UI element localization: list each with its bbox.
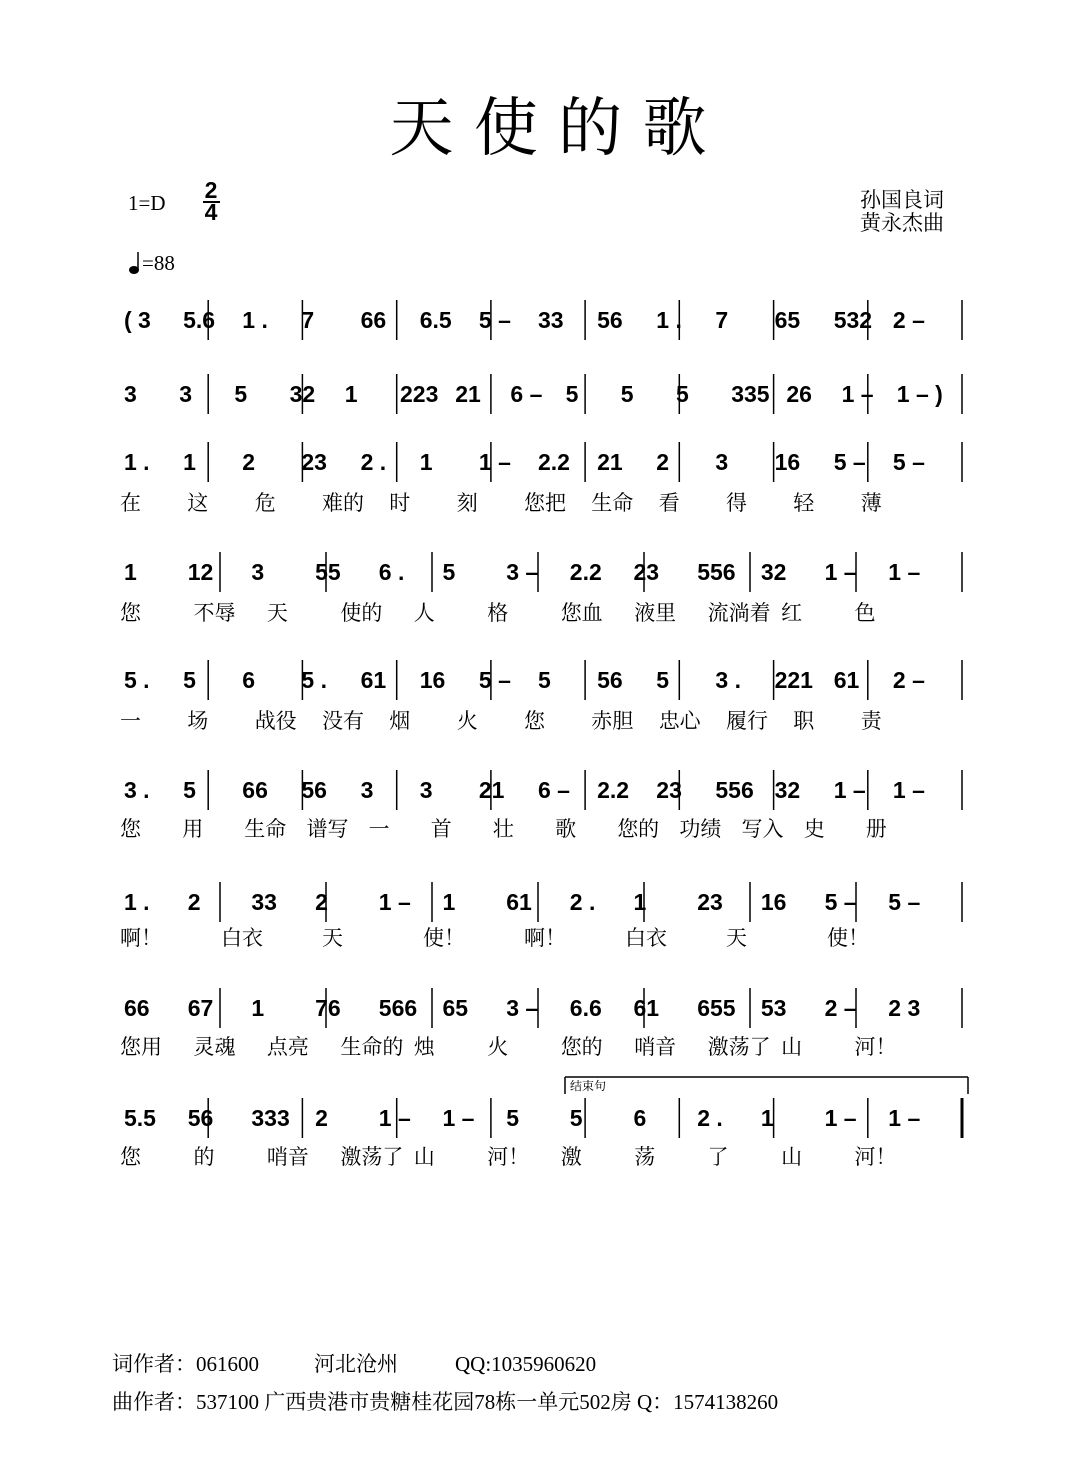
lyric-text: 啊！ — [524, 926, 566, 950]
lyric-text: 激荡了 — [340, 1145, 404, 1169]
lyric-text: 火 — [487, 1035, 509, 1059]
note-group: 1 – — [824, 1105, 857, 1131]
note-group: 3 — [124, 381, 137, 407]
note-group: 21 — [478, 777, 505, 803]
lyricist-qq: QQ:1035960620 — [455, 1352, 597, 1376]
lyric-text: 用 — [182, 817, 204, 841]
note-group: 5 – — [892, 449, 925, 475]
note-group: 5 — [234, 381, 248, 407]
note-group: 2.2 — [538, 449, 570, 475]
ending-label: 结束句 — [570, 1079, 607, 1093]
lyric-text: 使！ — [827, 926, 869, 950]
lyric-text: 白衣 — [625, 926, 667, 950]
note-group: 1 – — [478, 449, 511, 475]
note-group: 23 — [633, 559, 660, 585]
lyric-text: 您 — [120, 1145, 141, 1169]
note-group: 6 — [242, 667, 256, 693]
lyric-text: 忠心 — [658, 709, 701, 733]
note-group: 5 — [676, 381, 689, 407]
lyric-text: 山 — [781, 1145, 803, 1169]
lyric-text: 了 — [707, 1145, 729, 1169]
note-group: 23 — [301, 449, 327, 475]
note-group: 2 – — [892, 307, 925, 333]
note-group: 5 — [656, 667, 670, 693]
note-group: 26 — [786, 381, 812, 407]
note-group: 33 — [538, 307, 564, 333]
note-group: 2 – — [824, 995, 857, 1021]
note-group: 5 — [183, 777, 196, 803]
note-group: 532 — [833, 307, 873, 333]
song-title: 天 使 的 歌 — [389, 92, 707, 166]
note-group: 32 — [774, 777, 801, 803]
lyric-text: 哨音 — [266, 1145, 309, 1169]
note-group: 1 — [183, 449, 196, 475]
note-group: 5 . — [124, 667, 150, 693]
note-group: 1 . — [124, 889, 150, 915]
note-group: 5.6 — [183, 307, 216, 333]
lyric-text: 火 — [456, 709, 478, 733]
note-group: 5.5 — [124, 1105, 156, 1131]
score-row — [120, 882, 962, 950]
score-row — [120, 1098, 962, 1169]
note-group: 65 — [442, 995, 469, 1021]
lyric-text: 的 — [193, 1145, 215, 1169]
note-group: 1 — [633, 889, 647, 915]
lyric-text: 难的 — [322, 491, 364, 515]
lyric-text: 时 — [389, 491, 411, 515]
note-group: 5 — [620, 381, 634, 407]
note-group: 65 — [774, 307, 801, 333]
note-group: 5 . — [301, 667, 327, 693]
note-group: 5 — [569, 1105, 583, 1131]
note-group: 1 — [344, 381, 358, 407]
note-group: 556 — [697, 559, 736, 585]
lyric-text: 荡 — [634, 1145, 656, 1169]
note-group: 1 – — [378, 889, 411, 915]
note-group: 33 — [251, 889, 277, 915]
note-group: 1 – — [378, 1105, 411, 1131]
note-group: 66 — [360, 307, 387, 333]
note-group: 5 – — [824, 889, 857, 915]
lyric-text: 流淌着 — [707, 601, 771, 625]
note-group: 1 . — [242, 307, 268, 333]
lyric-text: 功绩 — [679, 817, 722, 841]
lyric-text: 得 — [726, 491, 747, 515]
note-group: 1 – — [833, 777, 866, 803]
lyric-text: 危 — [254, 491, 276, 515]
lyric-text: 啊！ — [120, 926, 162, 950]
note-group: ( 3 — [124, 307, 151, 333]
lyric-text: 职 — [793, 709, 815, 733]
note-group: 1 – — [841, 381, 874, 407]
lyric-text: 天 — [726, 926, 747, 950]
note-group: 1 – — [824, 559, 857, 585]
note-group: 6.5 — [419, 307, 452, 333]
lyric-text: 刻 — [456, 491, 478, 515]
note-group: 556 — [715, 777, 754, 803]
note-group: 3 — [360, 777, 374, 803]
lyric-text: 没有 — [322, 709, 364, 733]
lyric-text: 歌 — [555, 817, 577, 841]
score-row — [120, 442, 962, 515]
note-group: 16 — [760, 889, 787, 915]
note-group: 2.2 — [569, 559, 602, 585]
note-group: 61 — [633, 995, 660, 1021]
note-group: 5 – — [478, 667, 511, 693]
note-group: 1 . — [656, 307, 682, 333]
note-group: 6 — [633, 1105, 647, 1131]
note-group: 3 — [179, 381, 192, 407]
note-group: 2 — [315, 889, 328, 915]
note-group: 56 — [597, 307, 623, 333]
lyric-text: 一 — [120, 709, 141, 733]
note-group: 1 – — [888, 1105, 921, 1131]
lyricist-credit: 孙国良词 — [860, 188, 944, 212]
lyric-text: 赤胆 — [591, 709, 634, 733]
lyric-text: 轻 — [793, 491, 815, 515]
note-group: 1 – — [888, 559, 921, 585]
note-group: 32 — [289, 381, 316, 407]
note-group: 1 — [251, 995, 265, 1021]
lyric-text: 天 — [322, 926, 343, 950]
note-group: 76 — [315, 995, 341, 1021]
score-row — [124, 374, 962, 414]
lyric-text: 天 — [266, 601, 288, 625]
note-group: 6 . — [378, 559, 405, 585]
lyric-text: 薄 — [860, 491, 882, 515]
score-row — [120, 770, 962, 841]
lyric-text: 灵魂 — [193, 1035, 236, 1059]
lyric-text: 史 — [803, 817, 825, 841]
note-group: 1 – ) — [896, 381, 943, 407]
note-group: 55 — [315, 559, 341, 585]
note-group: 16 — [774, 449, 801, 475]
note-group: 1 – — [442, 1105, 475, 1131]
score-row — [120, 988, 962, 1059]
time-signature-top: 2 — [204, 177, 218, 203]
lyric-text: 生命 — [244, 817, 287, 841]
lyric-text: 格 — [487, 601, 509, 625]
score-row — [120, 552, 962, 625]
note-group: 6 – — [510, 381, 543, 407]
lyric-text: 山 — [413, 1145, 435, 1169]
lyric-text: 您 — [524, 709, 545, 733]
note-group: 3 – — [506, 559, 539, 585]
note-group: 21 — [597, 449, 623, 475]
quarter-note-icon — [129, 252, 139, 274]
lyric-text: 您血 — [560, 601, 603, 625]
lyric-text: 您的 — [560, 1035, 603, 1059]
note-group: 2 — [242, 449, 256, 475]
note-group: 1 — [442, 889, 456, 915]
composer-address: 曲作者：537100 广西贵港市贵糖桂花园78栋一单元502房 Q：1574138260 — [112, 1390, 779, 1414]
lyric-text: 在 — [120, 491, 141, 515]
note-group: 1 — [124, 559, 137, 585]
lyric-text: 一 — [368, 817, 390, 841]
note-group: 3 . — [715, 667, 741, 693]
lyric-text: 山 — [781, 1035, 803, 1059]
note-group: 3 — [715, 449, 729, 475]
note-group: 2 — [656, 449, 670, 475]
note-group: 21 — [455, 381, 481, 407]
note-group: 2 . — [697, 1105, 723, 1131]
lyric-text: 白衣 — [221, 926, 263, 950]
lyric-text: 生命 — [591, 491, 634, 515]
note-group: 5 — [442, 559, 456, 585]
note-group: 5 — [183, 667, 196, 693]
lyric-text: 您的 — [617, 817, 660, 841]
note-group: 56 — [597, 667, 623, 693]
lyric-text: 红 — [781, 601, 803, 625]
note-group: 53 — [760, 995, 787, 1021]
lyric-text: 激荡了 — [707, 1035, 771, 1059]
lyric-text: 壮 — [492, 817, 514, 841]
note-group: 23 — [656, 777, 682, 803]
note-group: 333 — [251, 1105, 290, 1131]
lyric-text: 人 — [413, 601, 435, 625]
lyricist-location: 河北沧州 — [314, 1352, 398, 1376]
lyric-text: 这 — [187, 491, 209, 515]
time-signature-bottom: 4 — [204, 199, 218, 225]
lyric-text: 首 — [430, 817, 452, 841]
lyric-text: 谱写 — [306, 817, 349, 841]
note-group: 1 — [760, 1105, 774, 1131]
lyric-text: 激 — [560, 1145, 582, 1169]
note-group: 3 — [251, 559, 265, 585]
score-row — [120, 660, 962, 733]
lyric-text: 您 — [120, 817, 141, 841]
note-group: 5 — [565, 381, 579, 407]
note-group: 5 — [538, 667, 551, 693]
note-group: 2 — [315, 1105, 328, 1131]
lyric-text: 战役 — [254, 709, 297, 733]
composer-credit: 黄永杰曲 — [860, 211, 944, 235]
note-group: 3 — [419, 777, 433, 803]
score-rows — [120, 300, 962, 1169]
note-group: 2.2 — [597, 777, 630, 803]
lyricist-postcode: 词作者：061600 — [112, 1352, 259, 1376]
note-group: 655 — [697, 995, 736, 1021]
score-row — [124, 300, 962, 340]
note-group: 5 — [506, 1105, 519, 1131]
note-group: 221 — [774, 667, 813, 693]
lyric-text: 烟 — [389, 709, 411, 733]
note-group: 5 – — [478, 307, 511, 333]
note-group: 61 — [506, 889, 532, 915]
note-group: 6 – — [538, 777, 570, 803]
note-group: 3 . — [124, 777, 150, 803]
tempo-marking: =88 — [142, 251, 175, 275]
note-group: 61 — [360, 667, 387, 693]
ending-bracket — [565, 1077, 968, 1094]
note-group: 23 — [697, 889, 723, 915]
note-group: 66 — [242, 777, 268, 803]
note-group: 12 — [187, 559, 214, 585]
note-group: 32 — [760, 559, 787, 585]
lyric-text: 生命的 — [340, 1035, 404, 1059]
note-group: 566 — [378, 995, 418, 1021]
note-group: 56 — [187, 1105, 214, 1131]
lyric-text: 使！ — [423, 926, 465, 950]
note-group: 7 — [301, 307, 315, 333]
note-group: 1 . — [124, 449, 150, 475]
lyric-text: 册 — [865, 817, 887, 841]
lyric-text: 哨音 — [634, 1035, 677, 1059]
lyric-text: 责 — [860, 709, 882, 733]
note-group: 6.6 — [569, 995, 602, 1021]
lyric-text: 河！ — [854, 1035, 897, 1059]
lyric-text: 河！ — [854, 1145, 897, 1169]
note-group: 2 3 — [888, 995, 921, 1021]
note-group: 2 . — [569, 889, 596, 915]
note-group: 61 — [833, 667, 860, 693]
lyric-text: 使的 — [340, 601, 383, 625]
lyric-text: 您用 — [120, 1035, 162, 1059]
lyric-text: 您把 — [524, 491, 566, 515]
lyric-text: 场 — [187, 709, 209, 733]
note-group: 2 . — [360, 449, 387, 475]
note-group: 335 — [731, 381, 770, 407]
lyric-text: 您 — [120, 601, 141, 625]
note-group: 66 — [124, 995, 150, 1021]
note-group: 5 – — [833, 449, 866, 475]
note-group: 2 — [187, 889, 201, 915]
lyric-text: 色 — [854, 601, 876, 625]
note-group: 56 — [301, 777, 327, 803]
note-group: 223 — [400, 381, 439, 407]
lyric-text: 点亮 — [266, 1035, 309, 1059]
note-group: 5 – — [888, 889, 921, 915]
note-group: 1 – — [892, 777, 925, 803]
lyric-text: 看 — [658, 491, 680, 515]
note-group: 3 – — [506, 995, 539, 1021]
lyric-text: 不辱 — [193, 601, 236, 625]
lyric-text: 烛 — [413, 1035, 435, 1059]
note-group: 2 – — [892, 667, 925, 693]
note-group: 67 — [187, 995, 214, 1021]
note-group: 7 — [715, 307, 729, 333]
lyric-text: 河！ — [487, 1145, 530, 1169]
lyric-text: 写入 — [741, 817, 784, 841]
key-signature: 1=D — [128, 191, 166, 215]
lyric-text: 液里 — [634, 601, 677, 625]
lyric-text: 履行 — [726, 709, 768, 733]
note-group: 16 — [419, 667, 446, 693]
note-group: 1 — [419, 449, 433, 475]
